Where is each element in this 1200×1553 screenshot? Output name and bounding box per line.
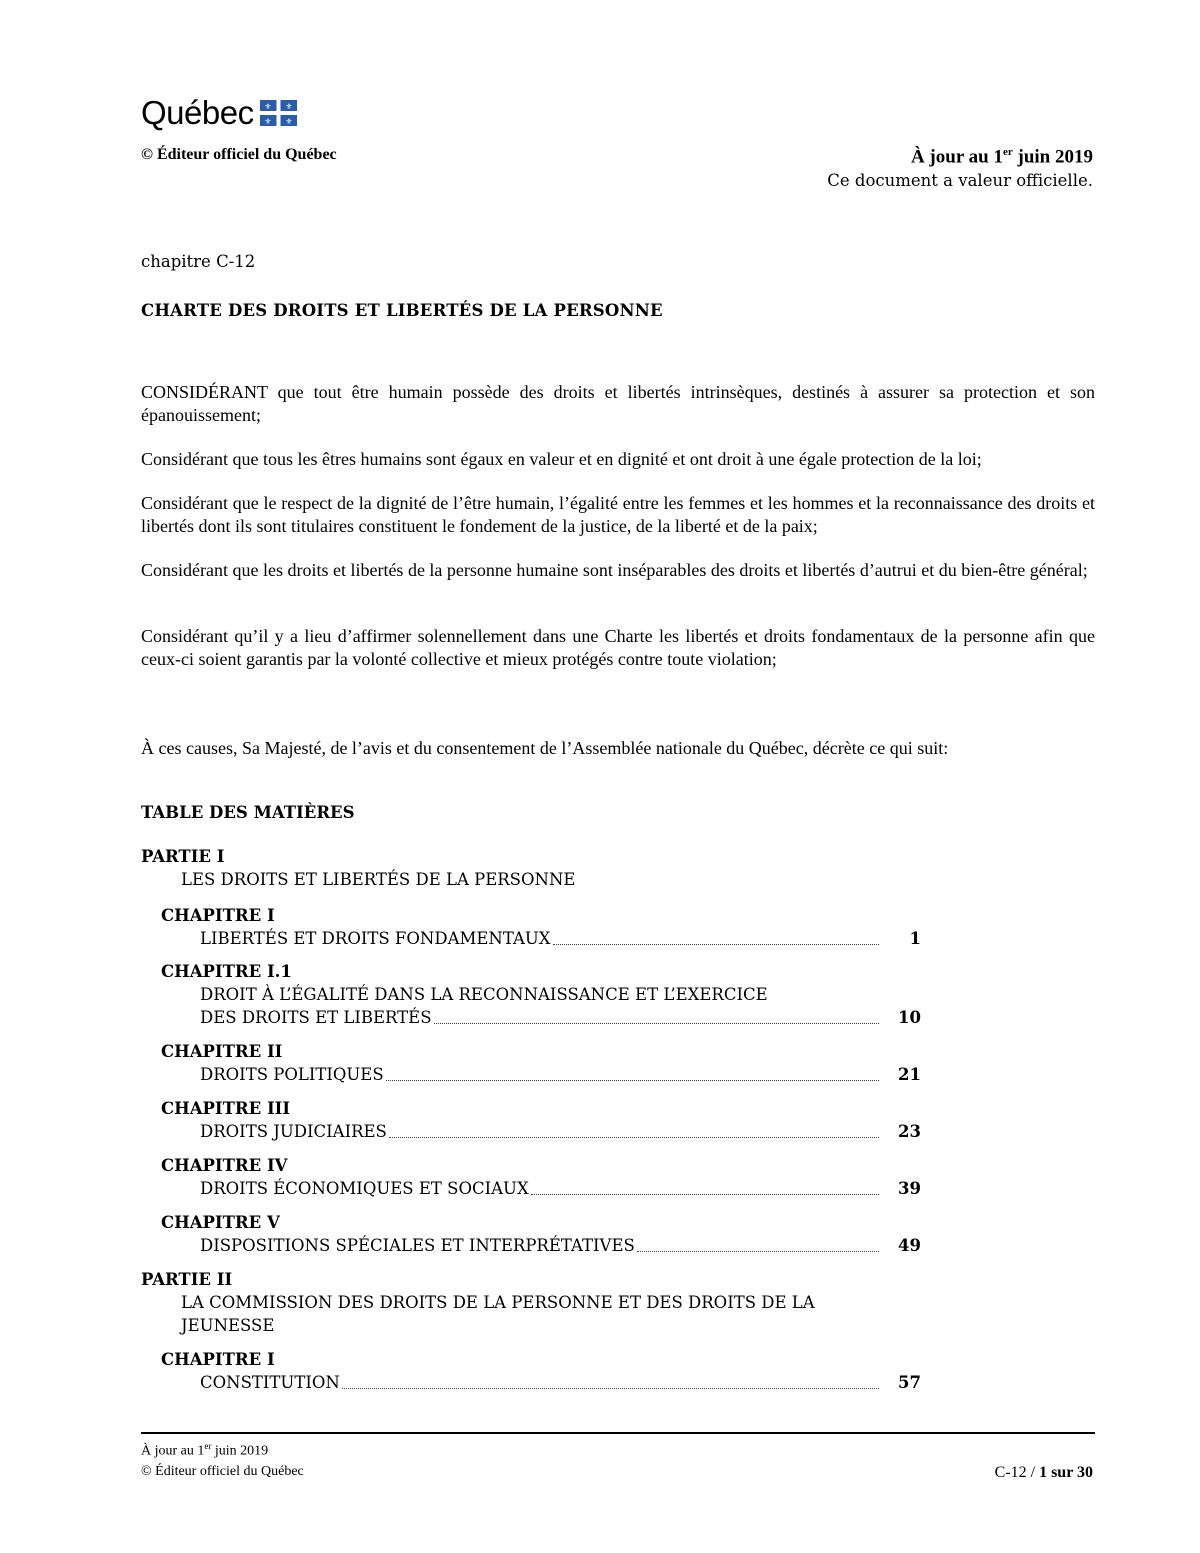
chapter-title: DROITS JUDICIAIRES	[200, 1122, 387, 1141]
chapter-title: CONSTITUTION	[200, 1373, 340, 1392]
footer-publisher: © Éditeur officiel du Québec	[141, 1464, 304, 1479]
footer-date: À jour au 1er juin 2019	[141, 1441, 269, 1459]
chapter-number: chapitre C-12	[141, 252, 256, 271]
svg-text:⚜: ⚜	[264, 102, 272, 111]
toc-entry[interactable]	[141, 1155, 931, 1200]
chapter-title: DES DROITS ET LIBERTÉS	[200, 1008, 432, 1027]
page-number: 21	[898, 1065, 921, 1084]
chapter-label: CHAPITRE I	[161, 1350, 275, 1369]
quebec-flag-icon	[260, 100, 297, 126]
preamble-paragraph: Considérant que les droits et libertés de la personne humaine sont inséparables des droits et libertés d’autrui et du bien-être général;	[141, 560, 1088, 580]
chapter-title: DISPOSITIONS SPÉCIALES ET INTERPRÉTATIVES	[200, 1236, 635, 1255]
update-date: À jour au 1er juin 2019	[910, 146, 1093, 168]
part-label: PARTIE II	[141, 1270, 233, 1289]
chapter-title: DROITS ÉCONOMIQUES ET SOCIAUX	[200, 1179, 529, 1198]
footer-divider	[141, 1432, 1095, 1434]
svg-text:⚜: ⚜	[285, 102, 293, 111]
page-number: 23	[898, 1122, 921, 1141]
official-note: Ce document a valeur officielle.	[827, 171, 1093, 190]
preamble-paragraph: Considérant que le respect de la dignité de l’être humain, l’égalité entre les femmes et les hommes et la reconnaissance des droits et libertés dont ils sont titulaires constituent le fondement de la justice, de la liberté et de la paix;	[141, 493, 1095, 536]
chapter-title: LIBERTÉS ET DROITS FONDAMENTAUX	[200, 929, 551, 948]
svg-text:⚜: ⚜	[264, 117, 272, 126]
quebec-logo	[141, 96, 297, 130]
preamble-paragraph: CONSIDÉRANT que tout être humain possède des droits et libertés intrinsèques, destinés à assurer sa protection et son épanouissement;	[141, 382, 1095, 425]
preamble-paragraph: Considérant qu’il y a lieu d’affirmer solennellement dans une Charte les libertés et droits fondamentaux de la personne afin que ceux-ci soient garantis par la volonté collective et mieux protégés contre toute violation;	[141, 626, 1095, 669]
page-number: 57	[898, 1373, 921, 1392]
chapter-title: DROITS POLITIQUES	[200, 1065, 384, 1084]
toc-entry[interactable]	[141, 1041, 931, 1086]
chapter-label: CHAPITRE II	[161, 1042, 283, 1061]
toc-entry[interactable]	[141, 961, 931, 1029]
part-title: LA COMMISSION DES DROITS DE LA PERSONNE ET DES DROITS DE LA JEUNESSE	[181, 1293, 815, 1335]
chapter-label: CHAPITRE V	[161, 1213, 280, 1232]
page-number: 39	[898, 1179, 921, 1198]
part-title: LES DROITS ET LIBERTÉS DE LA PERSONNE	[181, 870, 576, 889]
toc-entry[interactable]	[141, 1212, 931, 1257]
toc-entry[interactable]	[141, 1349, 931, 1394]
page-number: 49	[898, 1236, 921, 1255]
dot-leader	[389, 1137, 879, 1138]
dot-leader	[386, 1080, 879, 1081]
publisher-notice: © Éditeur officiel du Québec	[141, 146, 337, 163]
dot-leader	[434, 1023, 880, 1024]
toc-part-1	[141, 846, 931, 891]
footer-page-info: C-12 / 1 sur 30	[994, 1464, 1093, 1481]
chapter-label: CHAPITRE I.1	[161, 962, 292, 981]
dot-leader	[531, 1194, 879, 1195]
dot-leader	[342, 1388, 879, 1389]
chapter-label: CHAPITRE IV	[161, 1156, 288, 1175]
page-number: 1	[909, 929, 921, 948]
toc-entry[interactable]	[141, 1098, 931, 1143]
chapter-label: CHAPITRE III	[161, 1099, 291, 1118]
part-label: PARTIE I	[141, 847, 225, 866]
dot-leader	[553, 944, 879, 945]
enacting-clause: À ces causes, Sa Majesté, de l’avis et du consentement de l’Assemblée nationale du Québec, décrète ce qui suit:	[141, 738, 949, 758]
logo-wordmark: Québec	[141, 94, 254, 131]
document-title: CHARTE DES DROITS ET LIBERTÉS DE LA PERSONNE	[141, 301, 663, 320]
chapter-label: CHAPITRE I	[161, 906, 275, 925]
toc-entry[interactable]	[141, 905, 931, 950]
page-number: 10	[898, 1008, 921, 1027]
toc-title: TABLE DES MATIÈRES	[141, 803, 355, 822]
dot-leader	[637, 1251, 879, 1252]
toc-part-2	[141, 1269, 931, 1337]
chapter-title-line: DROIT À L’ÉGALITÉ DANS LA RECONNAISSANCE ET L’EXERCICE	[200, 985, 768, 1004]
preamble-paragraph: Considérant que tous les êtres humains sont égaux en valeur et en dignité et ont droit à une égale protection de la loi;	[141, 449, 982, 469]
svg-text:⚜: ⚜	[285, 117, 293, 126]
